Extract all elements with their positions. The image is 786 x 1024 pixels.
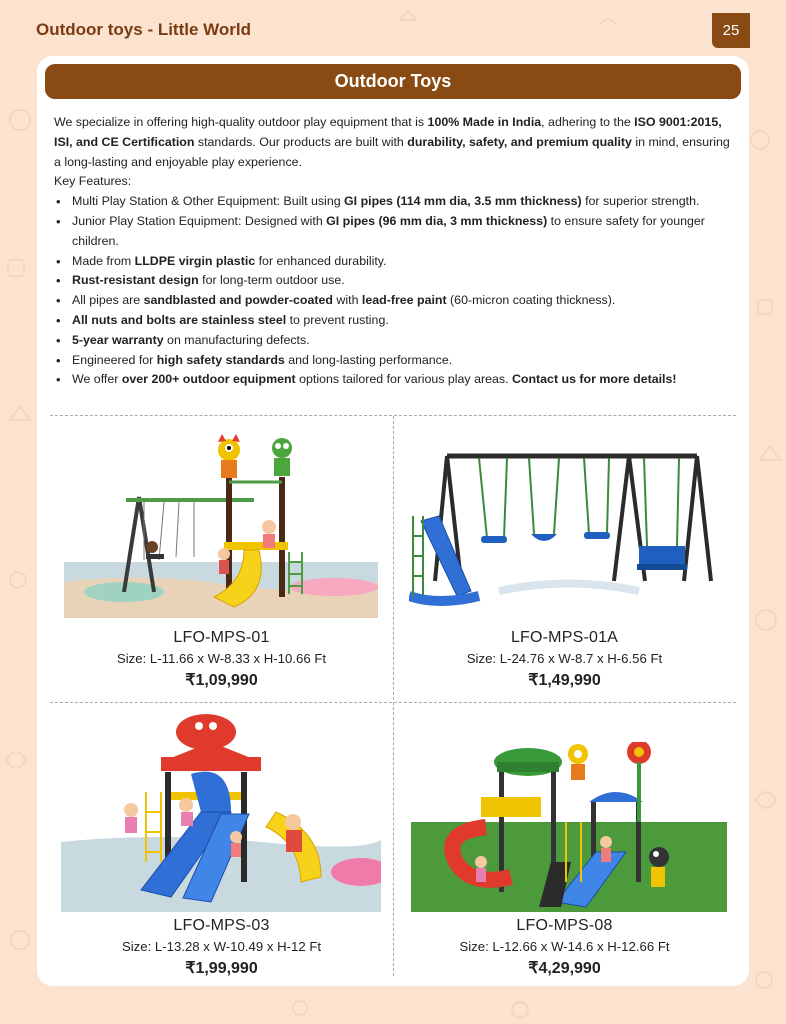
- section-banner-title: Outdoor Toys: [45, 64, 741, 99]
- feature-item: • Junior Play Station Equipment: Designed with GI pipes (96 mm dia, 3 mm thickness) to ensure safety for younger children.: [54, 212, 736, 252]
- product-name: LFO-MPS-03: [173, 917, 270, 934]
- product-name: LFO-MPS-01: [173, 629, 270, 646]
- feature-item: • All nuts and bolts are stainless steel to prevent rusting.: [54, 311, 736, 331]
- feature-item: • Engineered for high safety standards and long-lasting performance.: [54, 351, 736, 371]
- product-image-lfo-mps-01a: [409, 446, 725, 606]
- product-image-lfo-mps-01: [64, 432, 378, 618]
- product-price: ₹1,99,990: [185, 960, 258, 977]
- feature-item: • We offer over 200+ outdoor equipment options tailored for various play areas. Contact us for more details!: [54, 370, 736, 390]
- product-card-lfo-mps-03: [50, 917, 393, 978]
- content-card: [37, 56, 749, 986]
- product-name: LFO-MPS-08: [516, 917, 613, 934]
- product-price: ₹4,29,990: [528, 960, 601, 977]
- feature-item: • Rust-resistant design for long-term outdoor use.: [54, 271, 736, 291]
- key-features-heading: Key Features:: [54, 174, 132, 189]
- product-price: ₹1,09,990: [185, 672, 258, 689]
- product-card-lfo-mps-08: [393, 917, 736, 978]
- grid-divider-vertical: [393, 416, 394, 976]
- intro-text-block: [54, 113, 736, 390]
- feature-item: • 5-year warranty on manufacturing defects.: [54, 331, 736, 351]
- feature-item: • All pipes are sandblasted and powder-coated with lead-free paint (60-micron coating thickness).: [54, 291, 736, 311]
- product-card-lfo-mps-01: [50, 629, 393, 690]
- product-image-lfo-mps-08: [411, 742, 727, 912]
- product-price: ₹1,49,990: [528, 672, 601, 689]
- product-card-lfo-mps-01a: [393, 629, 736, 690]
- product-size: Size: L-24.76 x W-8.7 x H-6.56 Ft: [466, 651, 663, 666]
- product-name: LFO-MPS-01A: [510, 629, 619, 646]
- intro-paragraph: We specialize in offering high-quality outdoor play equipment that is 100% Made in India, adhering to the ISO 9001:2015, ISI, and CE Certification standards. Our products are built with durability, safety, and premium quality in mind, ensuring a long-lasting and enjoyable play experience.: [54, 115, 730, 169]
- feature-item: • Made from LLDPE virgin plastic for enhanced durability.: [54, 252, 736, 272]
- page-number-badge: 25: [712, 13, 750, 48]
- product-size: Size: L-13.28 x W-10.49 x H-12 Ft: [121, 939, 322, 954]
- feature-list: [54, 192, 736, 390]
- product-size: Size: L-11.66 x W-8.33 x H-10.66 Ft: [116, 651, 327, 666]
- product-image-lfo-mps-03: [61, 712, 381, 912]
- product-size: Size: L-12.66 x W-14.6 x H-12.66 Ft: [459, 939, 670, 954]
- feature-item: • Multi Play Station & Other Equipment: Built using GI pipes (114 mm dia, 3.5 mm thickness) for superior strength.: [54, 192, 736, 212]
- page-header-title: Outdoor toys - Little World: [36, 20, 251, 39]
